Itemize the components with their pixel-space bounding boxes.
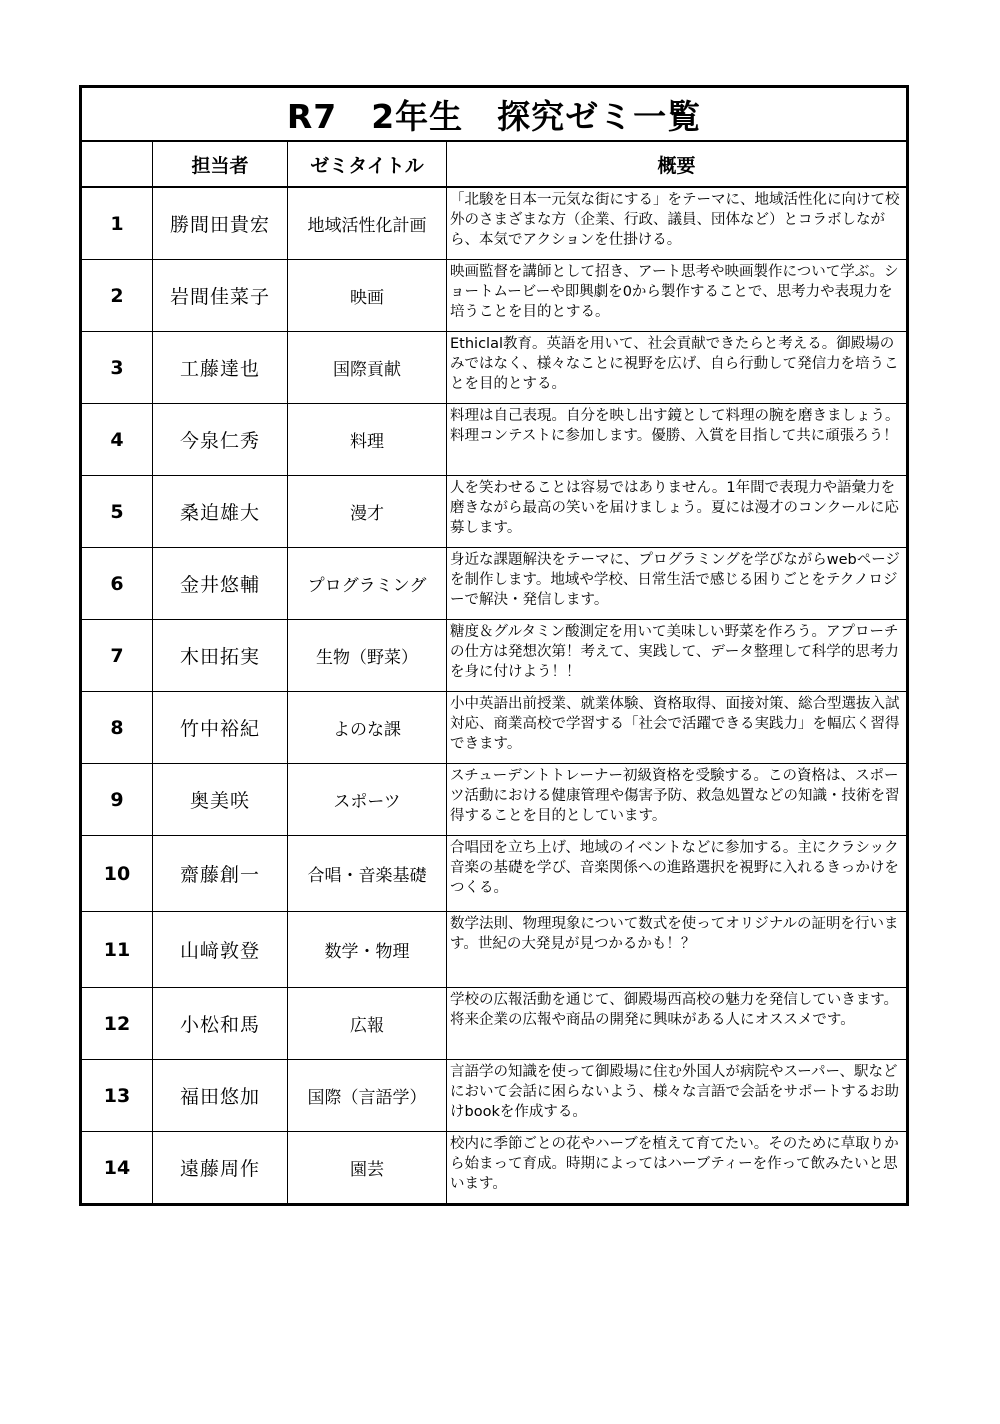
teacher-name: 奥美咲 bbox=[153, 764, 288, 836]
teacher-name: 木田拓実 bbox=[153, 620, 288, 692]
table-row bbox=[81, 476, 908, 548]
row-number: 13 bbox=[81, 1060, 153, 1132]
seminar-summary: 人を笑わせることは容易ではありません。1年間で表現力や語彙力を磨きながら最高の笑いを届けましょう。夏には漫才のコンクールに応募します。 bbox=[447, 476, 908, 548]
row-number: 5 bbox=[81, 476, 153, 548]
teacher-name: 工藤達也 bbox=[153, 332, 288, 404]
seminar-summary: スチューデントトレーナー初級資格を受験する。この資格は、スポーツ活動における健康管理や傷害予防、救急処置などの知識・技術を習得することを目的としています。 bbox=[447, 764, 908, 836]
seminar-summary: 数学法則、物理現象について数式を使ってオリジナルの証明を行います。世紀の大発見が見つかるかも！？ bbox=[447, 912, 908, 988]
seminar-title: 料理 bbox=[288, 404, 447, 476]
teacher-name: 齋藤創一 bbox=[153, 836, 288, 912]
table-row bbox=[81, 548, 908, 620]
table-row bbox=[81, 1132, 908, 1205]
table-body bbox=[81, 187, 908, 1205]
table-row bbox=[81, 620, 908, 692]
seminar-summary: 映画監督を講師として招き、アート思考や映画製作について学ぶ。ショートムービーや即興劇を0から製作することで、思考力や表現力を培うことを目的とする。 bbox=[447, 260, 908, 332]
seminar-title: プログラミング bbox=[288, 548, 447, 620]
table-row bbox=[81, 404, 908, 476]
row-number: 9 bbox=[81, 764, 153, 836]
seminar-summary: 言語学の知識を使って御殿場に住む外国人が病院やスーパー、駅などにおいて会話に困らないよう、様々な言語で会話をサポートするお助けbookを作成する。 bbox=[447, 1060, 908, 1132]
row-number: 8 bbox=[81, 692, 153, 764]
seminar-title: 園芸 bbox=[288, 1132, 447, 1205]
seminar-summary: 糖度＆グルタミン酸測定を用いて美味しい野菜を作ろう。アプローチの仕方は発想次第！考えて、実践して、データ整理して科学的思考力を身に付けよう！！ bbox=[447, 620, 908, 692]
seminar-summary: 学校の広報活動を通じて、御殿場西高校の魅力を発信していきます。将来企業の広報や商品の開発に興味がある人にオススメです。 bbox=[447, 988, 908, 1060]
seminar-title: 映画 bbox=[288, 260, 447, 332]
header-row bbox=[81, 141, 908, 187]
row-number: 12 bbox=[81, 988, 153, 1060]
row-number: 4 bbox=[81, 404, 153, 476]
header-seminar-title: ゼミタイトル bbox=[288, 141, 447, 187]
row-number: 1 bbox=[81, 187, 153, 260]
teacher-name: 遠藤周作 bbox=[153, 1132, 288, 1205]
seminar-title: 国際貢献 bbox=[288, 332, 447, 404]
header-no bbox=[81, 141, 153, 187]
seminar-summary: 料理は自己表現。自分を映し出す鏡として料理の腕を磨きましょう。料理コンテストに参加します。優勝、入賞を目指して共に頑張ろう！ bbox=[447, 404, 908, 476]
header-summary: 概要 bbox=[447, 141, 908, 187]
teacher-name: 小松和馬 bbox=[153, 988, 288, 1060]
table-row bbox=[81, 988, 908, 1060]
table-row bbox=[81, 692, 908, 764]
seminar-summary: 「北駿を日本一元気な街にする」をテーマに、地域活性化に向けて校外のさまざまな方（企業、行政、議員、団体など）とコラボしながら、本気でアクションを仕掛ける。 bbox=[447, 187, 908, 260]
row-number: 6 bbox=[81, 548, 153, 620]
seminar-title: 漫才 bbox=[288, 476, 447, 548]
seminar-summary: 身近な課題解決をテーマに、プログラミングを学びながらwebページを制作します。地域や学校、日常生活で感じる困りごとをテクノロジーで解決・発信します。 bbox=[447, 548, 908, 620]
teacher-name: 今泉仁秀 bbox=[153, 404, 288, 476]
seminar-title: 地域活性化計画 bbox=[288, 187, 447, 260]
row-number: 7 bbox=[81, 620, 153, 692]
table-row bbox=[81, 187, 908, 260]
row-number: 10 bbox=[81, 836, 153, 912]
table-row bbox=[81, 836, 908, 912]
row-number: 14 bbox=[81, 1132, 153, 1205]
seminar-title: 生物（野菜） bbox=[288, 620, 447, 692]
seminar-summary: 校内に季節ごとの花やハーブを植えて育てたい。そのために草取りから始まって育成。時期によってはハーブティーを作って飲みたいと思います。 bbox=[447, 1132, 908, 1205]
seminar-title: 数学・物理 bbox=[288, 912, 447, 988]
seminar-title: よのな課 bbox=[288, 692, 447, 764]
row-number: 11 bbox=[81, 912, 153, 988]
seminar-summary: 小中英語出前授業、就業体験、資格取得、面接対策、総合型選抜入試対応、商業高校で学習する「社会で活躍できる実践力」を幅広く習得できます。 bbox=[447, 692, 908, 764]
table-row bbox=[81, 260, 908, 332]
teacher-name: 桑迫雄大 bbox=[153, 476, 288, 548]
table-row bbox=[81, 332, 908, 404]
row-number: 3 bbox=[81, 332, 153, 404]
row-number: 2 bbox=[81, 260, 153, 332]
seminar-table bbox=[79, 85, 909, 1206]
page-title: R7 2年生 探究ゼミ一覧 bbox=[81, 87, 908, 142]
seminar-summary: 合唱団を立ち上げ、地域のイベントなどに参加する。主にクラシック音楽の基礎を学び、音楽関係への進路選択を視野に入れるきっかけをつくる。 bbox=[447, 836, 908, 912]
seminar-title: 広報 bbox=[288, 988, 447, 1060]
teacher-name: 山﨑敦登 bbox=[153, 912, 288, 988]
teacher-name: 金井悠輔 bbox=[153, 548, 288, 620]
seminar-title: 国際（言語学） bbox=[288, 1060, 447, 1132]
teacher-name: 福田悠加 bbox=[153, 1060, 288, 1132]
teacher-name: 竹中裕紀 bbox=[153, 692, 288, 764]
teacher-name: 勝間田貴宏 bbox=[153, 187, 288, 260]
seminar-summary: Ethiclal教育。英語を用いて、社会貢献できたらと考える。御殿場のみではなく、様々なことに視野を広げ、自ら行動して発信力を培うことを目的とする。 bbox=[447, 332, 908, 404]
seminar-title: スポーツ bbox=[288, 764, 447, 836]
teacher-name: 岩間佳菜子 bbox=[153, 260, 288, 332]
seminar-title: 合唱・音楽基礎 bbox=[288, 836, 447, 912]
table-row bbox=[81, 764, 908, 836]
table-row bbox=[81, 912, 908, 988]
header-teacher: 担当者 bbox=[153, 141, 288, 187]
table-row bbox=[81, 1060, 908, 1132]
